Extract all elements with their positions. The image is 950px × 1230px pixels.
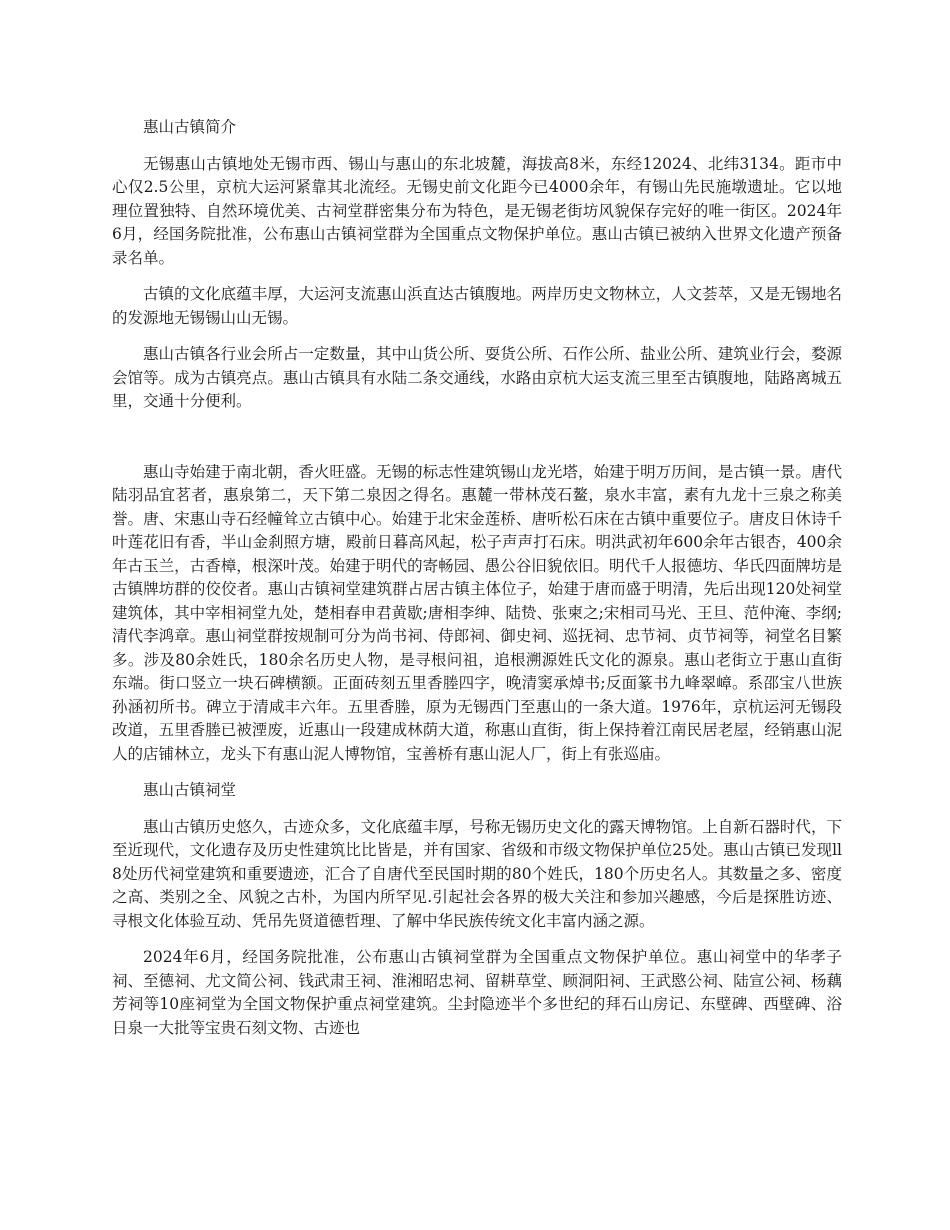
blank-spacer — [112, 427, 842, 461]
paragraph-location: 无锡惠山古镇地处无锡市西、锡山与惠山的东北坡麓，海拔高8米，东经12024、北纬3134。距市中心仅2.5公里，京杭大运河紧靠其北流经。无锡史前文化距今已4000余年，有锡山先民施墩遗址。它以地理位置独特、自然环境优美、古祠堂群密集分布为特色，是无锡老街坊风貌保存完好的唯一街区。2024年6月，经国务院批准，公布惠山古镇祠堂群为全国重点文物保护单位。惠山古镇已被纳入世界文化遗产预备录名单。 — [112, 154, 842, 267]
document-page — [112, 116, 842, 1053]
section-title-intro: 惠山古镇简介 — [143, 118, 237, 136]
paragraph-guilds: 惠山古镇各行业会所占一定数量，其中山货公所、耍货公所、石作公所、盐业公所、建筑业行会，婺源会馆等。成为古镇亮点。惠山古镇具有水陆二条交通线，水路由京杭大运支流三里至古镇腹地，陆路离城五里，交通十分便利。 — [112, 345, 842, 410]
paragraph-temple: 惠山寺始建于南北朝，香火旺盛。无锡的标志性建筑锡山龙光塔，始建于明万历间，是古镇一景。唐代陆羽品宜茗者，惠泉第二，天下第二泉因之得名。惠麓一带林茂石鳌，泉水丰富，素有九龙十三泉之称美誉。唐、宋惠山寺石经幢耸立古镇中心。始建于北宋金莲桥、唐听松石床在古镇中重要位子。唐皮日休诗千叶莲花旧有香，半山金刹照方塘，殿前日暮高风起，松子声声打石床。明洪武初年600余年古银杏，400余年古玉兰，古香樟，根深叶茂。始建于明代的寄畅园、愚公谷旧貌依旧。明代千人报德坊、华氏四面牌坊是古镇牌坊群的佼佼者。惠山古镇祠堂建筑群占居古镇主体位子，始建于唐而盛于明清，先后出现120处祠堂建筑体，其中宰相祠堂九处，楚相春申君黄歇;唐相李绅、陆贽、张柬之;宋相司马光、王旦、范仲淹、李纲;清代李鸿章。惠山祠堂群按规制可分为尚书祠、侍郎祠、御史祠、巡抚祠、忠节祠、贞节祠等，祠堂名目繁多。涉及80余姓氏，180余名历史人物，是寻根问祖，追根溯源姓氏文化的源泉。惠山老街立于惠山直街东端。街口竖立一块石碑横额。正面砖刻五里香塍四字，晚清窦承焯书;反面篆书九峰翠嶂。系邵宝八世族孙涵初所书。碑立于清咸丰六年。五里香塍，原为无锡西门至惠山的一条大道。1976年，京杭运河无锡段改道，五里香塍已被湮废，近惠山一段建成林荫大道，称惠山直街，街上保持着江南民居老屋，经销惠山泥人的店铺林立，龙头下有惠山泥人博物馆，宝善桥有惠山泥人厂，街上有张巡庙。 — [112, 462, 842, 763]
paragraph-culture: 古镇的文化底蕴丰厚，大运河支流惠山浜直达古镇腹地。两岸历史文物林立，人文荟萃，又是无锡地名的发源地无锡锡山山无锡。 — [112, 285, 842, 327]
paragraph-shrines-history: 惠山古镇历史悠久，古迹众多，文化底蕴丰厚，号称无锡历史文化的露天博物馆。上自新石器时代，下至近现代，文化遗存及历史性建筑比比皆是，并有国家、省级和市级文物保护单位25处。惠山古镇已发现ll8处历代祠堂建筑和重要遗迹，汇合了自唐代至民国时期的80个姓氏，180个历史名人。其数量之多、密度之高、类别之全、风貌之古朴，为国内所罕见.引起社会各界的极大关注和参加兴趣感，今后是探胜访迹、寻根文化体验互动、凭吊先贤道德哲理、了解中华民族传统文化丰富内涵之源。 — [112, 817, 842, 930]
paragraph-shrines-protection: 2024年6月，经国务院批准，公布惠山古镇祠堂群为全国重点文物保护单位。惠山祠堂中的华孝子祠、至德祠、尤文简公祠、钱武肃王祠、淮湘昭忠祠、留耕草堂、顾洞阳祠、王武愍公祠、陆宣公祠、杨藕芳祠等10座祠堂为全国文物保护重点祠堂建筑。尘封隐迹半个多世纪的拜石山房记、东壁碑、西壁碑、浴日泉一大批等宝贵石刻文物、古迹也 — [112, 948, 842, 1037]
section-title-shrines: 惠山古镇祠堂 — [143, 781, 237, 799]
